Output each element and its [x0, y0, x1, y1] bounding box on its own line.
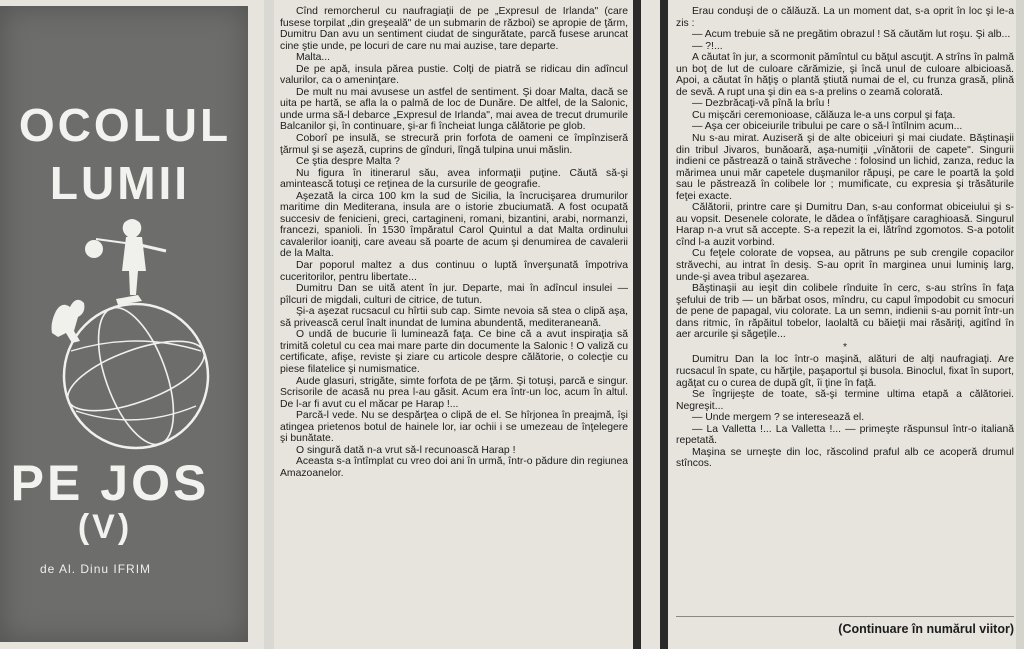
paragraph: — Unde mergem ? se interesează el. — [692, 412, 865, 424]
page-edge — [1016, 0, 1024, 649]
paragraph: Coborî pe insulă, se strecură prin forfota de oameni ce împînziseră ţărmul şi se aşeză, cuprins de gînduri, lîngă tulpina unui măslin. — [280, 133, 628, 156]
paragraph: Dumitru Dan se uită atent în jur. Departe, mai în adîncul insulei — pîlcuri de migdali, culturi de citrice, de tutun. — [280, 283, 628, 306]
continued-notice: (Continuare în numărul viitor) — [838, 622, 1014, 636]
paragraph: Aceasta s-a întîmplat cu vreo doi ani în urmă, într-o pădure din regiunea Amazoanelor. — [280, 456, 628, 479]
paragraph: De pe apă, insula părea pustie. Colţi de piatră se ridicau din adîncul valurilor, ca o ameninţare. — [280, 63, 628, 87]
paragraph: — Aşa cer obiceiurile tribului pe care o să-l întîlnim acum... — [692, 121, 963, 133]
paragraph: Cînd remorcherul cu naufragiaţii de pe „Expresul de Irlanda" (care fusese torpilat „din greşeală" de un submarin de război) se apropie de ţărm, Dumitru Dan avu un sentiment ciudat de singurătate, parcă fusese aruncat cine ştie unde, pe locuri de care nu mai auzise, tare departe. — [280, 6, 628, 52]
paragraph: Aude glasuri, strigăte, simte forfota de pe ţărm. Şi totuşi, parcă e singur. Scrisorile de acasă nu prea l-au găsit. Acum era într-un loc, acum în altul. De l-ar fi avut cu el măcar pe Harap !... — [280, 375, 628, 410]
paragraph: De mult nu mai avusese un astfel de sentiment. Şi doar Malta, dacă se uita pe hartă, se afla la o palmă de loc de Dunăre. De altfel, de la Salonic, unde urma să-l debarce „Expresul de Irlanda", mai avea de trecut drumurile Balcanilor şi, în continuare, şi-ar fi încheiat lunga călătorie pe glob. — [280, 86, 628, 133]
title-line-2: LUMII — [49, 157, 191, 209]
middle-column — [280, 6, 628, 639]
paragraph: Nu figura în itinerarul său, avea informaţii puţine. Căută să-şi amintească totuşi ce reţinea de la cursurile de geografie. — [280, 167, 628, 191]
continuation-rule — [676, 616, 1014, 617]
paragraph: Se îngrijeşte de toate, să-şi termine ultima etapă a călătoriei. Negreşit... — [676, 389, 1014, 412]
column-divider — [660, 0, 668, 649]
byline: de Al. Dinu IFRIM — [40, 562, 152, 576]
title-line-1: OCOLUL — [18, 99, 232, 151]
paragraph: Călătorii, printre care şi Dumitru Dan, s-au conformat obiceiului şi s-au vopsit. Desenele colorate, le dădea o înfăţişare caraghioasă. Singurul Harap n-a vrut să accepte. S-a repezit la ei, lătrînd zgomotos. S-a potolit cînd l-a auzit vorbind. — [676, 202, 1014, 248]
paragraph: A căutat în jur, a scormonit pămîntul cu băţul ascuţit. A strîns în palmă un boţ de lut de culoare cărămizie, şi încă unul de culoare albicioasă. Apoi, a căutat în hăţiş o plantă ştiută numai de el, cu frunza grasă, plină de sevă. A rupt una şi din ea s-a prelins o zeamă colorată. — [676, 52, 1014, 98]
paragraph: Erau conduşi de o călăuză. La un moment dat, s-a oprit în loc şi le-a zis : — [676, 6, 1014, 29]
paragraph: Dar poporul maltez a dus continuu o luptă înverşunată împotriva cuceritorilor, pentru libertate... — [280, 260, 628, 283]
paragraph: Aşezată la circa 100 km la sud de Sicilia, la încrucişarea drumurilor maritime din Mediterana, insula are o istorie zbuciumată. A fost ocupată succesiv de fenicieni, greci, cartagineni, romani, bizantini, arabi, normanzi, francezi, spanioli. În 1530 împăratul Carol Quintul a dat Malta ordinului cavalerilor ioaniţi, care aveau să poarte de acum şi denumirea de cavalerii de la Malta. — [280, 190, 628, 260]
paragraph: Nu s-au mirat. Auziseră şi de alte obiceiuri şi mai ciudate. Băştinaşii din tribul Jivaros, bunăoară, aşa-numiţii „vînătorii de capete". Singurii indieni ce păstrează o taină străveche : folosind un lichid, zanza, reduc la mărimea unui măr capetele duşmanilor răpuşi, pe care le poartă la şold sau le păstrează în colibele lor ; mumificate, cu expresia şi trăsăturile feţei exacte. — [676, 133, 1014, 202]
column-divider — [633, 0, 641, 649]
right-column — [676, 6, 1014, 615]
paragraph: O singură dată n-a vrut să-l recunoască Harap ! — [296, 444, 516, 456]
paragraph: — La Valletta !... La Valletta !... — primeşte răspunsul într-o italiană repetată. — [676, 423, 1014, 447]
paragraph: — Acum trebuie să ne pregătim obrazul ! Să căutăm lut roşu. Şi alb... — [692, 29, 1011, 41]
paragraph: Băştinaşii au ieşit din colibele rînduite în cerc, s-au strîns în faţa şefului de trib — un bărbat osos, mîndru, cu capul împodobit cu smocuri de pene de papagal, viu colorate. La un semn, indienii s-au pornit într-un dans ritmic, în răpăitul tobelor, laolaltă cu băieţii mai răsăriţi, agitînd în aer arcurile şi săgeţile... — [676, 283, 1014, 341]
paragraph: Cu mişcări ceremonioase, călăuza le-a uns corpul şi faţa. — [692, 109, 956, 121]
title-panel — [0, 6, 248, 642]
title-line-3: PE JOS — [10, 455, 210, 511]
paragraph: Cu feţele colorate de vopsea, au pătruns pe sub crengile copacilor străvechi, au intrat în desiş. S-au oprit în marginea unui luminiş larg, unde-şi avea tribul aşezarea. — [676, 248, 1014, 283]
paragraph: — Dezbrăcaţi-vă pînă la brîu ! — [692, 98, 831, 110]
globe-walker-illustration — [36, 201, 226, 461]
paragraph: — ?!... — [692, 40, 723, 52]
paragraph: Malta... — [296, 52, 331, 64]
section-break-asterisk: * — [842, 341, 848, 353]
paragraph: Parcă-l vede. Nu se despărţea o clipă de el. Se hîrjonea în preajmă, îşi atingea prietenos botul de hainele lor, iar ochii i se umezeau de înţelegere şi bunătate. — [280, 410, 628, 445]
paragraph: Ce ştia despre Malta ? — [296, 156, 400, 168]
paragraph: Dumitru Dan la loc într-o maşină, alături de alţi naufragiaţi. Are rucsacul în spate, cu hărţile, paşaportul şi busola. Binoclul, fixat în suport, agăţat cu o curea de după gît, îi ţine în faţă. — [676, 354, 1014, 389]
title-line-4: (V) — [77, 508, 133, 546]
column-gutter — [264, 0, 274, 649]
paragraph: O undă de bucurie îi luminează faţa. Ce bine că a avut inspiraţia să trimită coletul cu cea mai mare parte din documente la Salonic ! O valiză cu certificate, afişe, reviste şi ziare cu articole despre călătorie, o colecţie cu piese filatelice şi numismatice. — [280, 329, 628, 375]
paragraph: Maşina se urneşte din loc, răscolind praful alb ce acoperă drumul stîncos. — [676, 446, 1014, 470]
paragraph: Şi-a aşezat rucsacul cu hîrtii sub cap. Simte nevoia să stea o clipă aşa, să privească cerul înalt inundat de lumina abundentă, mediteraneană. — [280, 306, 628, 329]
